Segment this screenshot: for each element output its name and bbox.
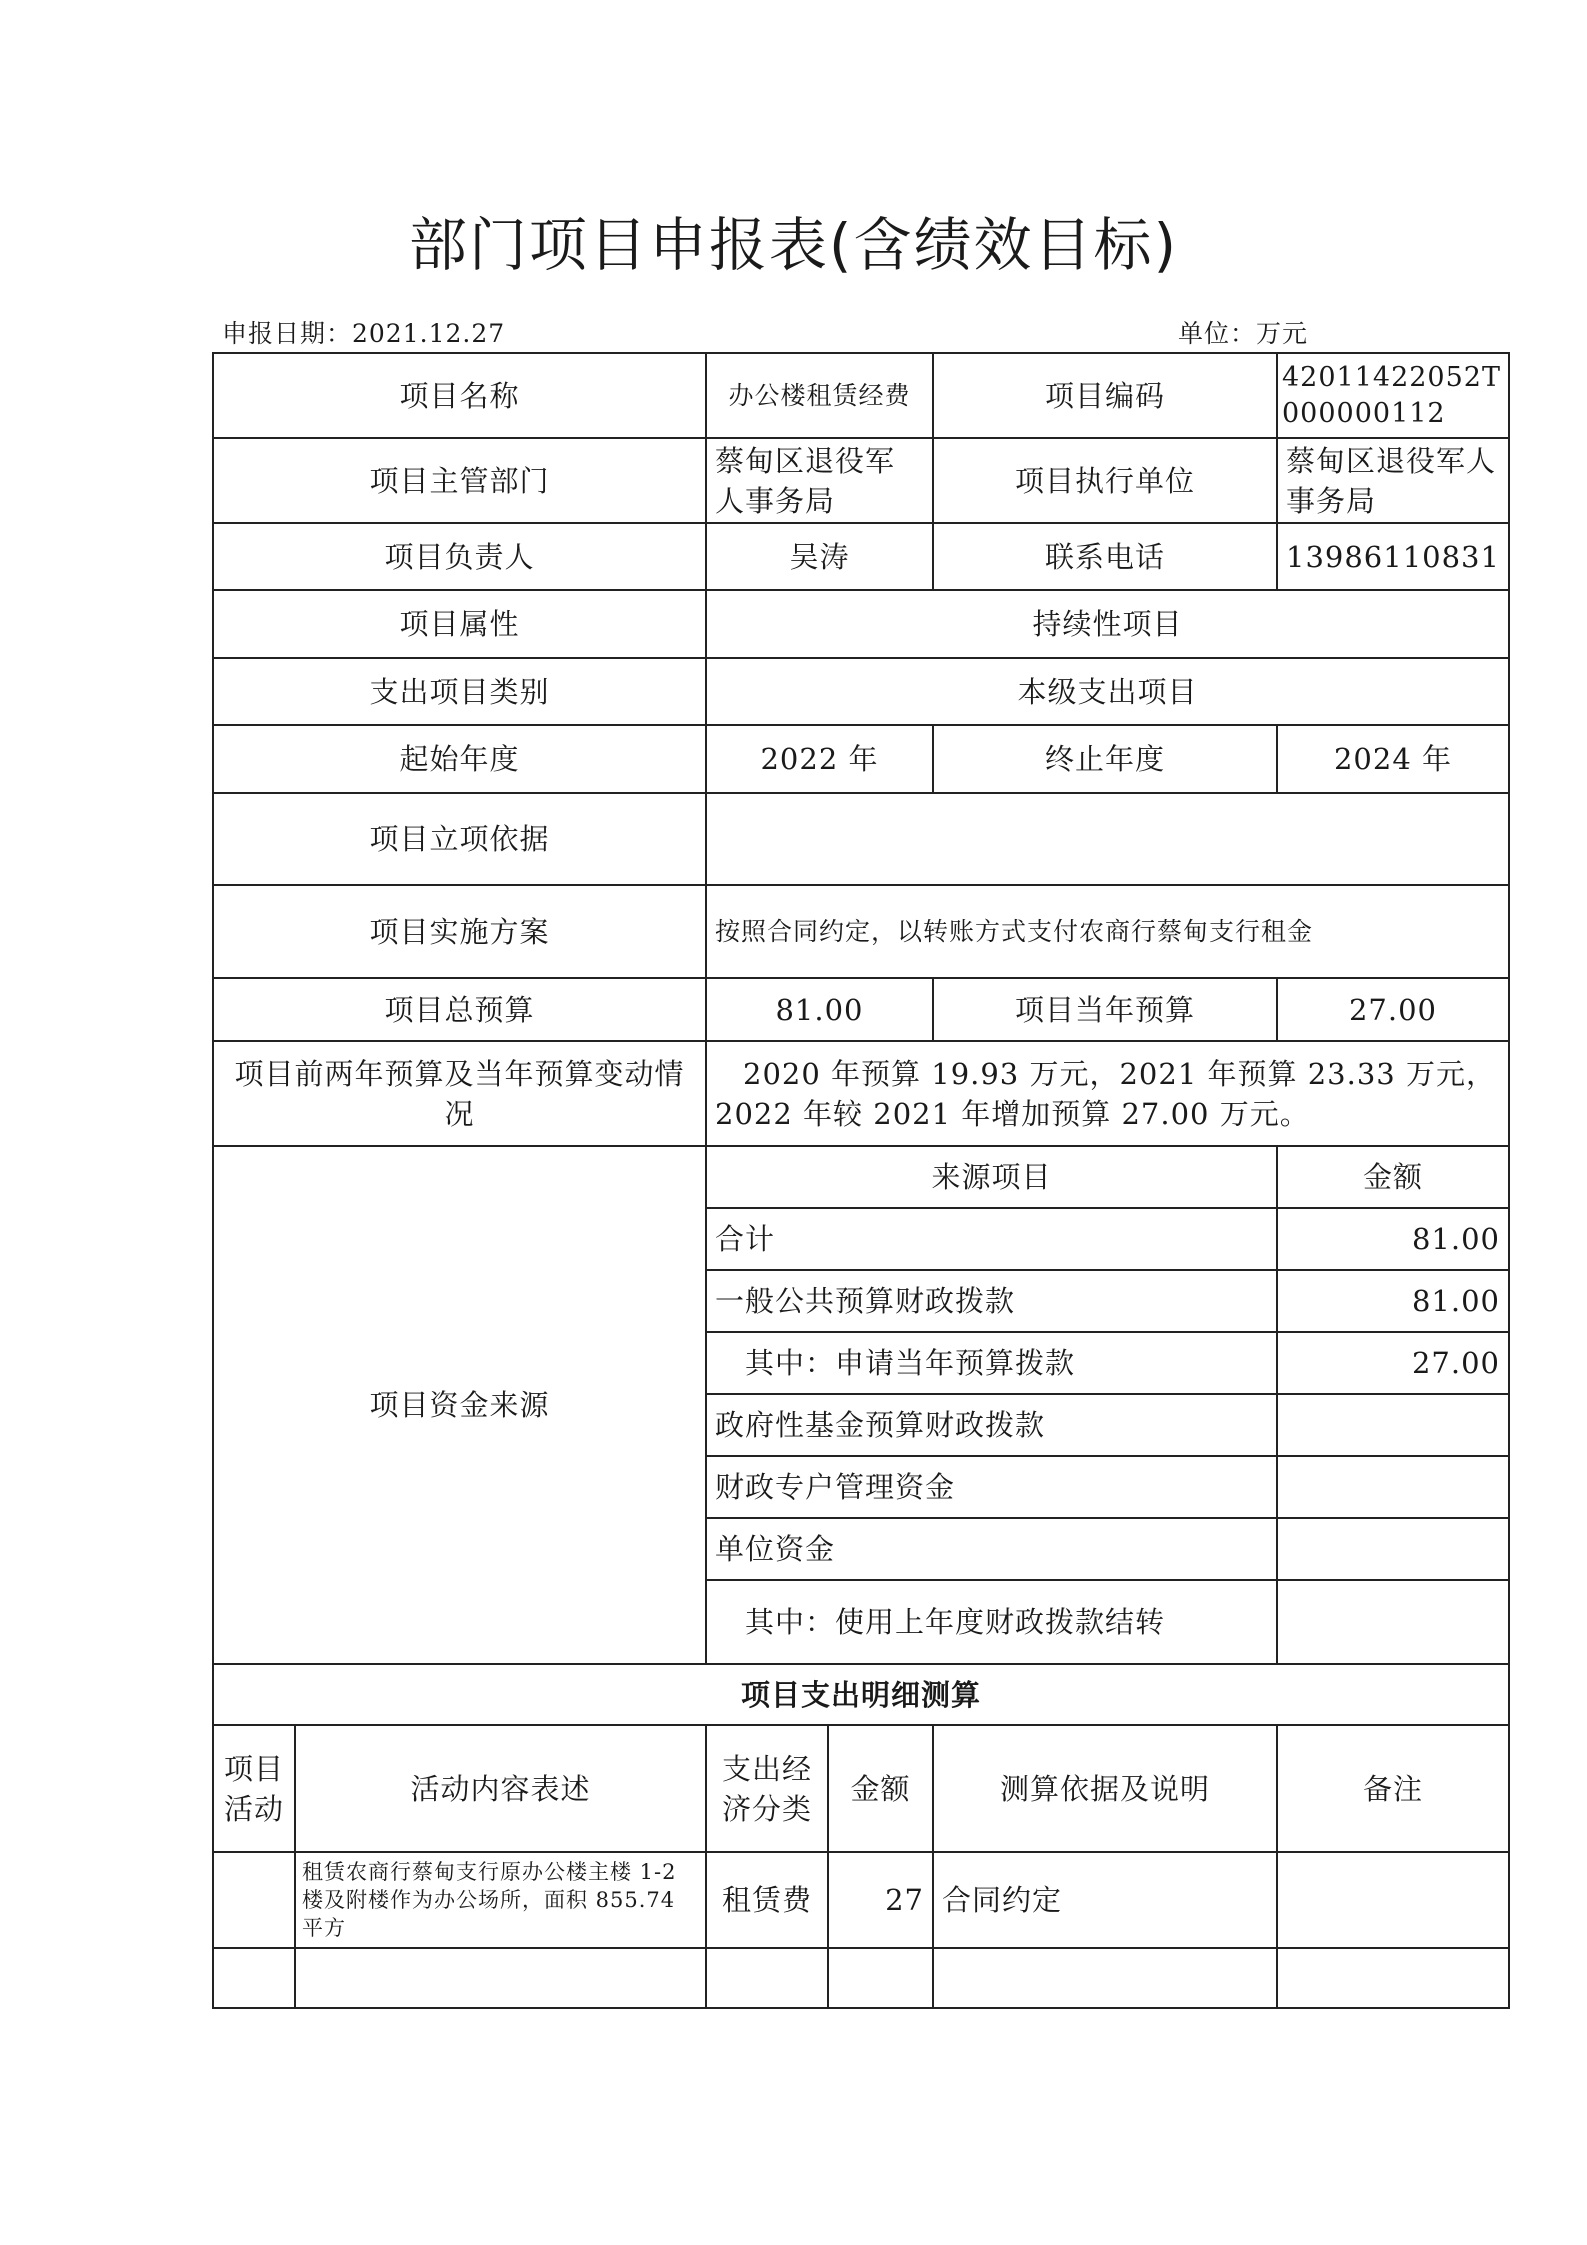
detail-amount — [828, 1948, 933, 2008]
total-budget-value: 81.00 — [706, 978, 933, 1041]
detail-row — [213, 1852, 1509, 1948]
department-value: 蔡甸区退役军人事务局 — [706, 438, 933, 523]
row-budget — [213, 978, 1509, 1041]
project-table — [212, 352, 1510, 2009]
start-year-value: 2022 年 — [706, 725, 933, 793]
funding-amount-header: 金额 — [1277, 1146, 1509, 1208]
content-header: 活动内容表述 — [295, 1725, 706, 1852]
funding-amount — [1277, 1580, 1509, 1664]
project-name-label: 项目名称 — [213, 353, 706, 438]
detail-activity — [213, 1852, 295, 1948]
executing-unit-value: 蔡甸区退役军人事务局 — [1277, 438, 1509, 523]
budget-change-value: 2020 年预算 19.93 万元，2021 年预算 23.33 万元，2022 年较 2021 年增加预算 27.00 万元。 — [706, 1041, 1509, 1146]
end-year-value: 2024 年 — [1277, 725, 1509, 793]
detail-calc-basis: 合同约定 — [933, 1852, 1277, 1948]
end-year-label: 终止年度 — [933, 725, 1277, 793]
total-budget-label: 项目总预算 — [213, 978, 706, 1041]
leader-value: 吴涛 — [706, 523, 933, 590]
funding-source: 财政专户管理资金 — [706, 1456, 1277, 1518]
funding-source: 单位资金 — [706, 1518, 1277, 1580]
econ-class-header: 支出经济分类 — [706, 1725, 828, 1852]
report-date: 申报日期：2021.12.27 — [222, 319, 506, 348]
funding-source: 其中：使用上年度财政拨款结转 — [706, 1580, 1277, 1664]
basis-label: 项目立项依据 — [213, 793, 706, 885]
detail-section-row — [213, 1664, 1509, 1725]
funding-source-label: 项目资金来源 — [213, 1146, 706, 1664]
attribute-value: 持续性项目 — [706, 590, 1509, 658]
row-attribute — [213, 590, 1509, 658]
phone-value: 13986110831 — [1277, 523, 1509, 590]
project-code-value: 42011422052T000000112 — [1277, 353, 1509, 438]
project-code-label: 项目编码 — [933, 353, 1277, 438]
detail-amount-header: 金额 — [828, 1725, 933, 1852]
activity-header: 项目活动 — [213, 1725, 295, 1852]
start-year-label: 起始年度 — [213, 725, 706, 793]
detail-section-title: 项目支出明细测算 — [213, 1664, 1509, 1725]
detail-activity — [213, 1948, 295, 2008]
funding-amount — [1277, 1394, 1509, 1456]
detail-remark — [1277, 1948, 1509, 2008]
phone-label: 联系电话 — [933, 523, 1277, 590]
page-title: 部门项目申报表(含绩效目标) — [408, 211, 1179, 279]
funding-source: 一般公共预算财政拨款 — [706, 1270, 1277, 1332]
row-project-name — [213, 353, 1509, 438]
executing-unit-label: 项目执行单位 — [933, 438, 1277, 523]
funding-source: 合计 — [706, 1208, 1277, 1270]
unit-label: 单位：万元 — [1178, 319, 1309, 348]
funding-header-row — [213, 1146, 1509, 1208]
category-value: 本级支出项目 — [706, 658, 1509, 725]
calc-basis-header: 测算依据及说明 — [933, 1725, 1277, 1852]
row-budget-change — [213, 1041, 1509, 1146]
funding-source-header: 来源项目 — [706, 1146, 1277, 1208]
funding-source: 政府性基金预算财政拨款 — [706, 1394, 1277, 1456]
year-budget-value: 27.00 — [1277, 978, 1509, 1041]
funding-amount — [1277, 1456, 1509, 1518]
plan-label: 项目实施方案 — [213, 885, 706, 978]
row-plan — [213, 885, 1509, 978]
plan-value: 按照合同约定，以转账方式支付农商行蔡甸支行租金 — [706, 885, 1509, 978]
detail-amount: 27 — [828, 1852, 933, 1948]
row-basis — [213, 793, 1509, 885]
detail-econ-class — [706, 1948, 828, 2008]
funding-amount: 27.00 — [1277, 1332, 1509, 1394]
basis-value — [706, 793, 1509, 885]
funding-amount: 81.00 — [1277, 1270, 1509, 1332]
row-category — [213, 658, 1509, 725]
remark-header: 备注 — [1277, 1725, 1509, 1852]
department-label: 项目主管部门 — [213, 438, 706, 523]
row-years — [213, 725, 1509, 793]
leader-label: 项目负责人 — [213, 523, 706, 590]
funding-source: 其中：申请当年预算拨款 — [706, 1332, 1277, 1394]
category-label: 支出项目类别 — [213, 658, 706, 725]
detail-remark — [1277, 1852, 1509, 1948]
detail-calc-basis — [933, 1948, 1277, 2008]
attribute-label: 项目属性 — [213, 590, 706, 658]
funding-amount — [1277, 1518, 1509, 1580]
project-name-value: 办公楼租赁经费 — [706, 353, 933, 438]
detail-content — [295, 1948, 706, 2008]
budget-change-label: 项目前两年预算及当年预算变动情况 — [213, 1041, 706, 1146]
detail-econ-class: 租赁费 — [706, 1852, 828, 1948]
detail-header-row — [213, 1725, 1509, 1852]
row-department — [213, 438, 1509, 523]
funding-amount: 81.00 — [1277, 1208, 1509, 1270]
detail-content: 租赁农商行蔡甸支行原办公楼主楼 1-2 楼及附楼作为办公场所，面积 855.74 平方 — [295, 1852, 706, 1948]
row-leader — [213, 523, 1509, 590]
detail-row — [213, 1948, 1509, 2008]
year-budget-label: 项目当年预算 — [933, 978, 1277, 1041]
